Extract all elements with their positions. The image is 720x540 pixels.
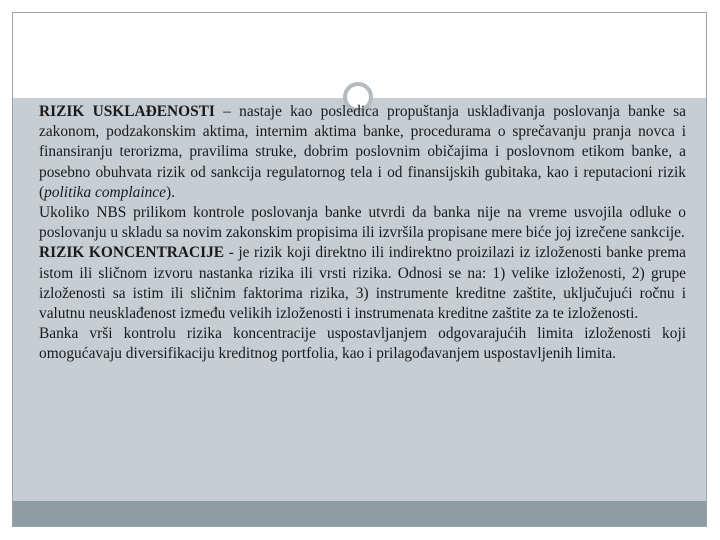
paragraph-text: Banka vrši kontrolu rizika koncentracije uspostavljanjem odgovarajućih limita izloženosti koji omogućavaju diversifikaciju kreditnog portfolia, kao i prilagođavanjem uspostavljenih limita. [39, 325, 686, 363]
paragraph-text: Ukoliko NBS prilikom kontrole poslovanja banke utvrdi da banka nije na vreme usvojila odluke o poslovanju u skladu sa novim zakonskim propisima ili izvršila propisane mere biće joj izrečene sankcije. [39, 204, 686, 242]
content-text [22, 102, 686, 365]
paragraph-text: - je rizik koji direktno ili indirektno proizilazi iz izloženosti banke prema istom ili sličnom izvoru nastanka rizika ili vrsti rizika. Odnosi se na: 1) velike izloženosti, 2) grupe izloženosti sa istim ili sličnim faktorima rizika, 3) instrumente kreditne zaštite, uključujući ročnu i valutnu neusklađenost između velikih izloženosti i instrumenata kreditne zaštite za te izloženosti. [39, 244, 686, 323]
paragraph-rizik-koncentracije [22, 243, 686, 324]
term-rizik-koncentracije: RIZIK KONCENTRACIJE [39, 244, 225, 262]
paragraph-rizik-uskladjenosti [22, 102, 686, 203]
paragraph-nbs [22, 203, 686, 243]
italic-term: politika complaince [44, 183, 166, 201]
paragraph-text: – nastaje kao posledica propuštanja usklađivanja poslovanja banke sa zakonom, podzakonskim aktima, internim aktima banke, procedurama o sprečavanju pranja novca i finansiranju terorizma, pravilima struke, dobrim poslovnim običajima i poslovnom etikom banke, a posebno obuhvata rizik od sankcija regulatornog tela i od finansijskih gubitaka, kao i reputacioni rizik ( [39, 103, 686, 201]
paragraph-end: ). [165, 183, 175, 201]
paragraph-kontrola-rizika [22, 324, 686, 364]
term-rizik-uskladjenosti: RIZIK USKLAĐENOSTI [39, 103, 215, 120]
